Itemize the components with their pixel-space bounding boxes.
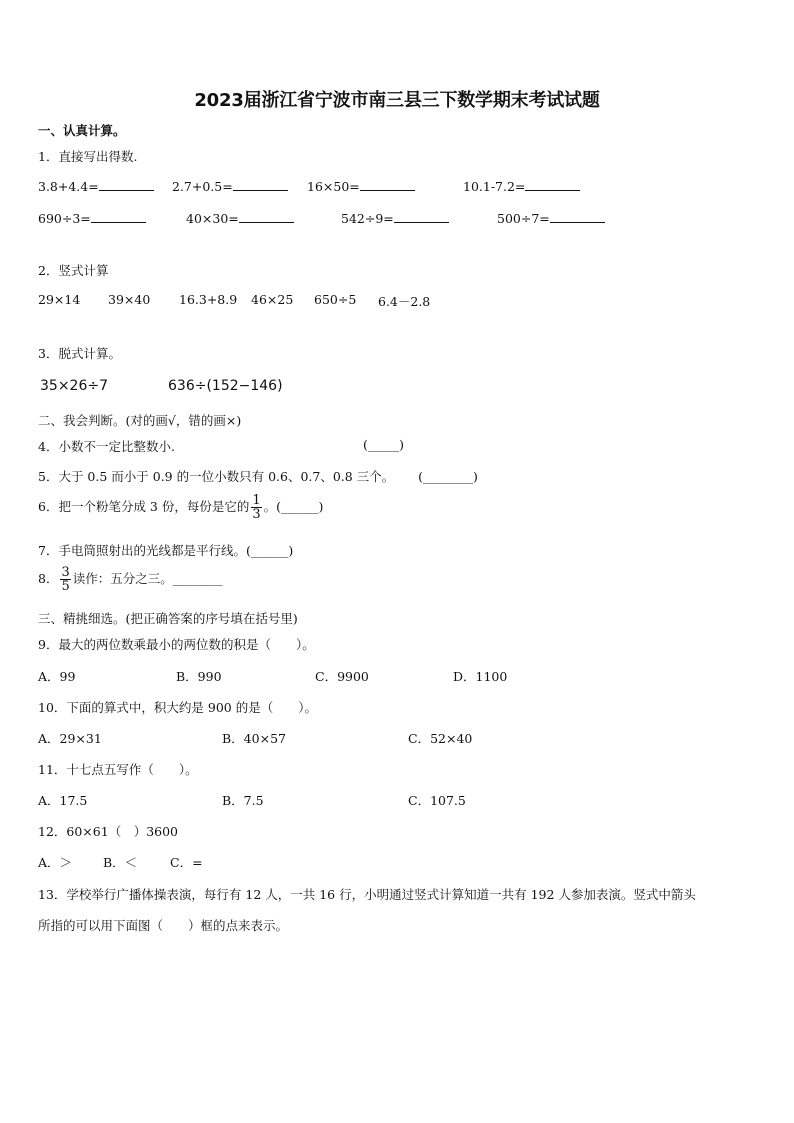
- q12-option-b: B．＜: [103, 855, 138, 870]
- q3-expression-2: 636÷(152−146): [168, 378, 283, 394]
- q5-question: [38, 467, 478, 485]
- q5-answer-blank: (________): [418, 469, 478, 484]
- q1-row2-item-1: 690÷3=: [38, 210, 146, 226]
- q1-row2-item-2: 40×30=: [186, 210, 294, 226]
- page-title: 2023届浙江省宁波市南三县三下数学期末考试试题: [194, 90, 600, 111]
- q7-text: 7．手电筒照射出的光线都是平行线。(______): [38, 543, 294, 558]
- q2-label: 2．竖式计算: [38, 263, 109, 278]
- q9-option-c: C．9900: [315, 669, 369, 684]
- q2-item-1: 29×14: [38, 292, 81, 307]
- q6-answer-blank: 。(______): [263, 499, 324, 514]
- q9-option-b: B．990: [176, 669, 222, 684]
- q1-label: 1．直接写出得数.: [38, 149, 138, 164]
- q1-row2-item-4: 500÷7=: [497, 210, 605, 226]
- q6-fraction: [251, 494, 261, 521]
- q8-fraction: [60, 566, 70, 593]
- q11-text: 11．十七点五写作（ ）。: [38, 762, 198, 777]
- q4-text: 4．小数不一定比整数小.: [38, 439, 175, 454]
- q3-expression-1: 35×26÷7: [40, 378, 108, 394]
- q9-text: 9．最大的两位数乘最小的两位数的积是（ ）。: [38, 637, 315, 652]
- q2-item-2: 39×40: [108, 292, 151, 307]
- q8-number: 8．: [38, 571, 59, 586]
- q2-item-3: 16.3+8.9: [179, 292, 238, 307]
- q12-option-c: C．=: [170, 855, 203, 870]
- q2-item-4: 46×25: [251, 292, 294, 307]
- q9-option-a: A．99: [38, 669, 76, 684]
- section-3-heading: 三、精挑细选。(把正确答案的序号填在括号里): [38, 611, 298, 626]
- q3-label: 3．脱式计算。: [38, 346, 121, 361]
- q10-option-b: B．40×57: [222, 731, 286, 746]
- q4-answer-blank: (_____): [363, 437, 405, 452]
- q11-option-a: A．17.5: [38, 793, 88, 808]
- q2-item-6: 6.4－2.8: [378, 294, 431, 309]
- q6-fraction-numerator: 1: [252, 493, 261, 508]
- q1-row2-item-3: 542÷9=: [341, 210, 449, 226]
- q1-row1-item-4: 10.1-7.2=: [463, 178, 580, 194]
- q1-row1-item-3: 16×50=: [307, 178, 415, 194]
- q11-option-c: C．107.5: [408, 793, 466, 808]
- q10-option-c: C．52×40: [408, 731, 473, 746]
- q1-row1-item-1: 3.8+4.4=: [38, 178, 154, 194]
- q10-option-a: A．29×31: [38, 731, 102, 746]
- q8-fraction-denominator: 5: [61, 579, 70, 594]
- q8-question: [38, 566, 223, 593]
- q1-row1-item-2: 2.7+0.5=: [172, 178, 288, 194]
- q5-text: 5．大于 0.5 而小于 0.9 的一位小数只有 0.6、0.7、0.8 三个。: [38, 469, 395, 484]
- q13-text-line-2: 所指的可以用下面图（ ）框的点来表示。: [38, 918, 289, 933]
- q12-text: 12．60×61（ ）3600: [38, 824, 179, 839]
- q10-text: 10．下面的算式中，积大约是 900 的是（ ）。: [38, 700, 317, 715]
- q6-question: [38, 494, 323, 521]
- section-1-heading: 一、认真计算。: [38, 123, 126, 138]
- q6-text: 6．把一个粉笔分成 3 份，每份是它的: [38, 499, 250, 514]
- q6-fraction-denominator: 3: [252, 507, 261, 522]
- q12-option-a: A．＞: [38, 855, 73, 870]
- q9-option-d: D．1100: [453, 669, 508, 684]
- q11-option-b: B．7.5: [222, 793, 264, 808]
- q8-text: 读作：五分之三。________: [72, 571, 223, 586]
- q13-text-line-1: 13．学校举行广播体操表演，每行有 12 人，一共 16 行，小明通过竖式计算知道一共有 192 人参加表演。竖式中箭头: [38, 887, 696, 902]
- q8-fraction-numerator: 3: [61, 565, 70, 580]
- q2-item-5: 650÷5: [314, 292, 357, 307]
- section-2-heading: 二、我会判断。(对的画√，错的画×): [38, 413, 242, 428]
